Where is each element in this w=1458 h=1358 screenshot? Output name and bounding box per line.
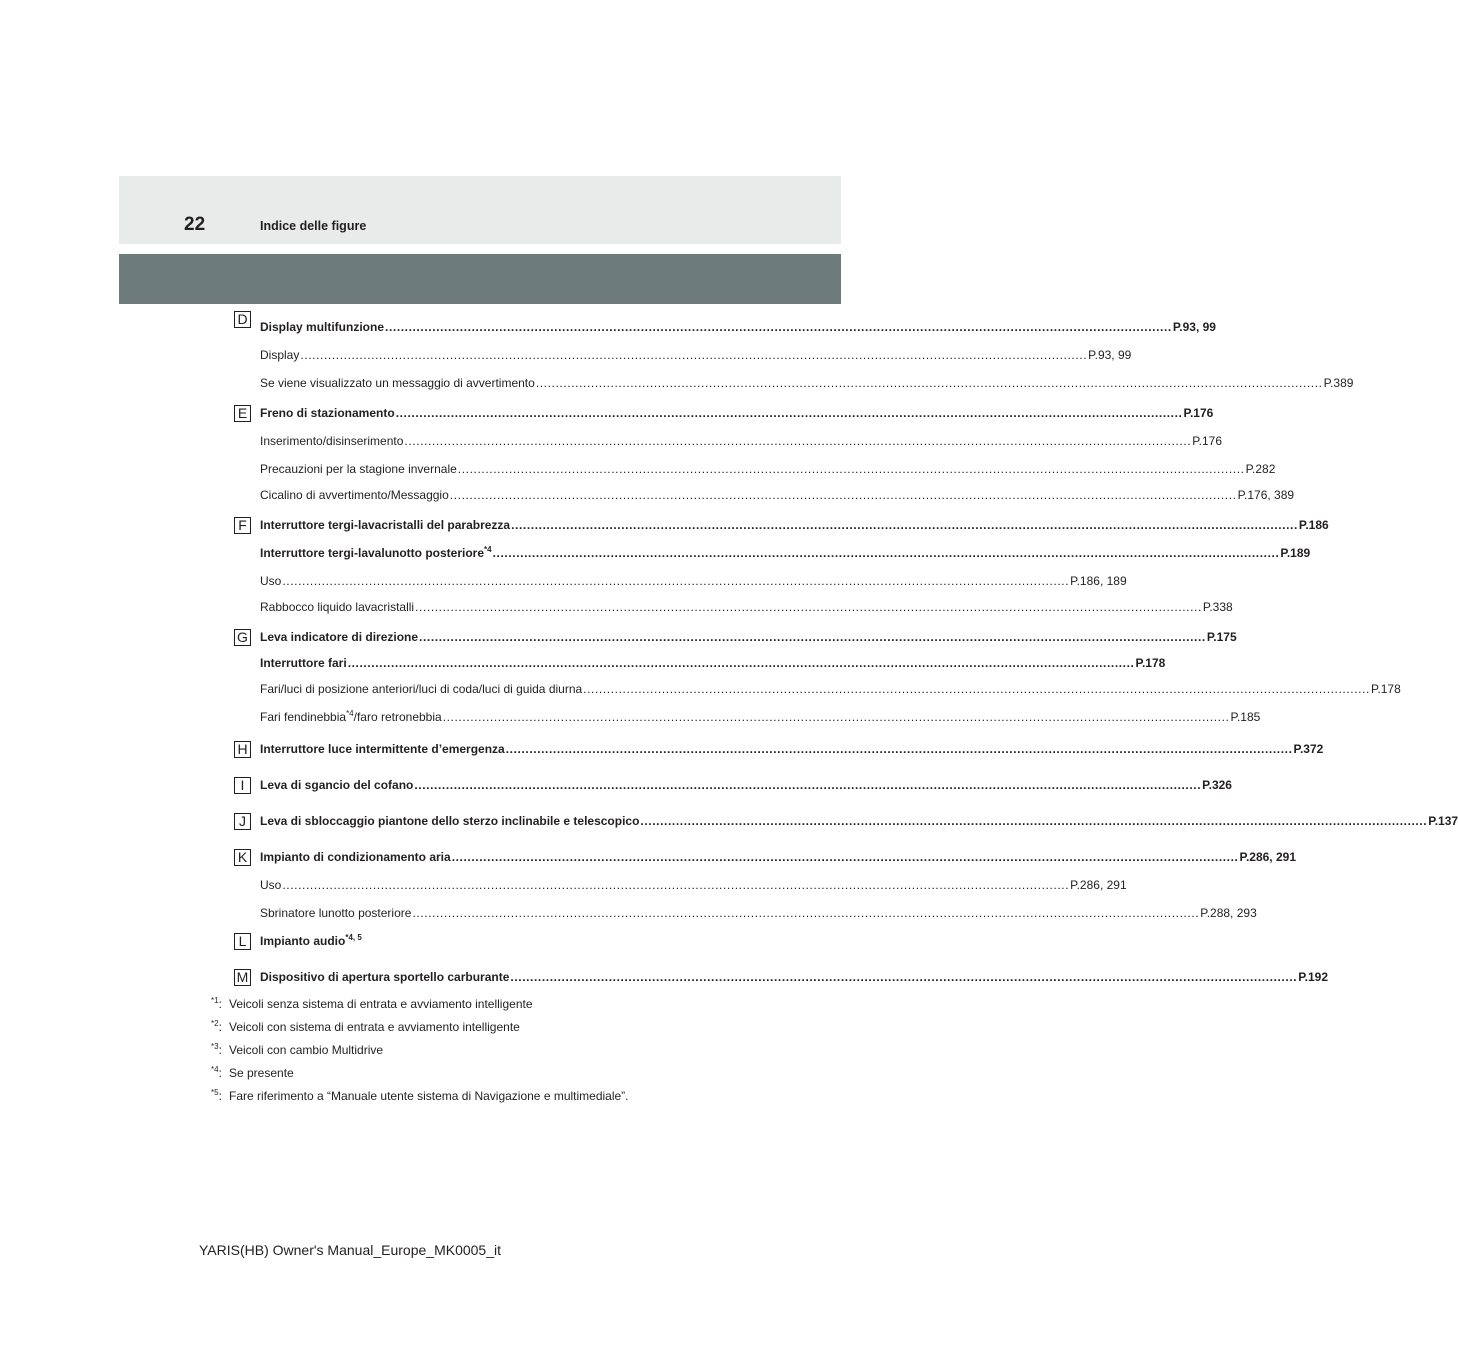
page-reference[interactable]: P.286, 291	[1070, 878, 1127, 892]
entry-label	[260, 970, 509, 984]
index-entry-interruttore-tergi-lavacristalli-del-par[interactable]	[260, 518, 1329, 532]
entry-label	[260, 546, 492, 560]
page-reference[interactable]: P.178	[1370, 682, 1401, 696]
footnote-4	[211, 1066, 294, 1080]
entry-label-text: Display	[260, 348, 300, 362]
entry-label-text: Leva di sgancio del cofano	[260, 778, 414, 792]
index-entry-display[interactable]	[260, 348, 1132, 362]
section-letter-j: J	[234, 813, 251, 830]
page-reference[interactable]: P.176	[1192, 434, 1223, 448]
index-entry-interruttore-fari[interactable]	[260, 656, 1166, 670]
footnote-mark: $^{*5}$:	[211, 1088, 222, 1103]
section-letter-h: H	[234, 741, 251, 758]
entry-label	[260, 934, 362, 948]
index-entry-interruttore-luce-intermittente-d-emerge[interactable]	[260, 742, 1324, 756]
index-entry-leva-di-sbloccaggio-piantone-dello-sterz[interactable]	[260, 814, 1458, 828]
section-letter-e: E	[234, 405, 251, 422]
entry-label	[260, 710, 442, 724]
index-entry-fari-luci-di-posizione-anteriori-luci-di[interactable]	[260, 682, 1401, 696]
entry-label	[260, 906, 411, 920]
page-reference[interactable]: P.286, 291	[1239, 850, 1296, 864]
entry-label-text: Interruttore tergi-lavalunotto posteriore	[260, 546, 485, 560]
leader-dots: ........................................................................................................................................................................................................	[510, 970, 1298, 984]
footnote-text: Fare riferimento a “Manuale utente sistema di Navigazione e multimediale”.	[229, 1089, 629, 1103]
entry-label	[260, 600, 414, 614]
section-letter-l: L	[234, 933, 251, 950]
entry-label	[260, 462, 457, 476]
footnote-text: Veicoli con cambio Multidrive	[229, 1043, 384, 1057]
entry-label-text: Inserimento/disinserimento	[260, 434, 404, 448]
index-entry-uso[interactable]	[260, 574, 1127, 588]
entry-label	[260, 320, 384, 334]
index-entry-cicalino-di-avvertimento-messaggio[interactable]	[260, 488, 1295, 502]
section-letter-g: G	[234, 629, 251, 646]
index-entry-leva-indicatore-di-direzione[interactable]	[260, 630, 1237, 644]
leader-dots: ........................................................................................................................................................................................................	[385, 320, 1172, 334]
entry-label-text: Fari fendinebbia	[260, 710, 347, 724]
entry-label-text: Interruttore fari	[260, 656, 347, 670]
entry-label	[260, 630, 418, 644]
footnote-mark-text: *3	[211, 1042, 219, 1051]
page-reference[interactable]: P.338	[1202, 600, 1233, 614]
leader-dots: ........................................................................................................................................................................................................	[640, 814, 1428, 828]
leader-dots: ........................................................................................................................................................................................................	[415, 600, 1202, 614]
page-reference[interactable]: P.176, 389	[1237, 488, 1295, 502]
index-entry-uso[interactable]	[260, 878, 1127, 892]
entry-label	[260, 434, 403, 448]
section-letter-d: D	[234, 311, 251, 328]
entry-label-suffix: /faro retronebbia	[353, 710, 442, 724]
page-reference[interactable]: P.176	[1183, 406, 1214, 420]
leader-dots: ........................................................................................................................................................................................................	[535, 376, 1323, 390]
entry-label	[260, 682, 582, 696]
footer: YARIS(HB) Owner's Manual_Europe_MK0005_it	[199, 1242, 501, 1258]
entry-label-text: Rabbocco liquido lavacristalli	[260, 600, 415, 614]
index-entry-impianto-di-condizionamento-aria[interactable]	[260, 850, 1296, 864]
index-entry-dispositivo-di-apertura-sportello-carbur[interactable]	[260, 970, 1328, 984]
leader-dots: ........................................................................................................................................................................................................	[492, 546, 1280, 560]
page-reference[interactable]: P.186, 189	[1070, 574, 1127, 588]
footnote-mark-text: *4	[211, 1065, 219, 1074]
footnote-ref: *4, 5	[345, 933, 362, 942]
entry-label	[260, 376, 535, 390]
section-letter-k: K	[234, 849, 251, 866]
index-entry-fari-fendinebbia[interactable]	[260, 709, 1261, 724]
leader-dots: ........................................................................................................................................................................................................	[451, 850, 1239, 864]
entry-label	[260, 656, 347, 670]
leader-dots: ........................................................................................................................................................................................................	[442, 710, 1230, 724]
entry-label	[260, 518, 510, 532]
leader-dots: ........................................................................................................................................................................................................	[282, 878, 1070, 892]
page-number: 22	[184, 214, 206, 235]
entry-label-text: Impianto di condizionamento aria	[260, 850, 451, 864]
page-reference[interactable]: P.186	[1298, 518, 1329, 532]
page-reference[interactable]: P.288, 293	[1200, 906, 1257, 920]
leader-dots: ........................................................................................................................................................................................................	[404, 434, 1192, 448]
entry-label	[260, 406, 395, 420]
footnote-5	[211, 1089, 629, 1103]
entry-label	[260, 488, 449, 502]
entry-label-text: Interruttore luce intermittente d’emergenza	[260, 742, 505, 756]
footnote-ref: *4	[346, 709, 354, 718]
entry-label	[260, 814, 639, 828]
leader-dots: ........................................................................................................................................................................................................	[300, 348, 1088, 362]
page-reference[interactable]: P.389	[1323, 376, 1354, 390]
entry-label	[260, 850, 451, 864]
entry-label-text: Impianto audio	[260, 934, 346, 948]
page-reference[interactable]: P.178	[1135, 656, 1166, 670]
leader-dots: ........................................................................................................................................................................................................	[511, 518, 1298, 532]
entry-label-text: Cicalino di avvertimento/Messaggio	[260, 488, 449, 502]
leader-dots: ........................................................................................................................................................................................................	[449, 488, 1237, 502]
entry-label	[260, 574, 281, 588]
entry-label-text: Leva di sbloccaggio piantone dello sterzo inclinabile e telescopico	[260, 814, 640, 828]
footnote-mark-text: *5	[211, 1088, 219, 1097]
footnote-mark-text: *1	[211, 996, 219, 1005]
index-entry-impianto-audio[interactable]	[260, 934, 723, 948]
footnote-text: Se presente	[229, 1066, 294, 1080]
footnote-text: Veicoli con sistema di entrata e avviamento intelligente	[229, 1020, 520, 1034]
footnote-mark-text: *2	[211, 1019, 219, 1028]
entry-label	[260, 778, 413, 792]
footnote-mark: $^{*4}$:	[211, 1065, 222, 1080]
leader-dots: ........................................................................................................................................................................................................	[457, 462, 1245, 476]
entry-label-text: Se viene visualizzato un messaggio di avvertimento	[260, 376, 535, 390]
entry-label-text: Precauzioni per la stagione invernale	[260, 462, 457, 476]
page-reference[interactable]: P.93, 99	[1088, 348, 1132, 362]
page-reference[interactable]: P.189	[1280, 546, 1311, 560]
entry-label	[260, 742, 505, 756]
section-letter-i: I	[234, 777, 251, 794]
entry-label	[260, 878, 281, 892]
footnote-mark: $^{*2}$:	[211, 1019, 222, 1034]
page-reference[interactable]: P.192	[1298, 970, 1328, 984]
footnote-1	[211, 997, 533, 1011]
leader-dots: ........................................................................................................................................................................................................	[419, 630, 1206, 644]
page-reference[interactable]: P.282	[1245, 462, 1276, 476]
entry-label-text: Interruttore tergi-lavacristalli del parabrezza	[260, 518, 511, 532]
index-entry-leva-di-sgancio-del-cofano[interactable]	[260, 778, 1232, 792]
entry-label	[260, 348, 299, 362]
footnote-text: Veicoli senza sistema di entrata e avviamento intelligente	[229, 997, 533, 1011]
leader-dots: ........................................................................................................................................................................................................	[395, 406, 1183, 420]
page-reference[interactable]: P.326	[1202, 778, 1232, 792]
page-reference[interactable]: P.185	[1230, 710, 1261, 724]
entry-label-text: Display multifunzione	[260, 320, 385, 334]
section-letter-m: M	[234, 969, 251, 986]
leader-dots: ........................................................................................................................................................................................................	[583, 682, 1370, 696]
leader-dots: ........................................................................................................................................................................................................	[347, 656, 1135, 670]
leader-dots: ........................................................................................................................................................................................................	[282, 574, 1070, 588]
index-entry-inserimento-disinserimento[interactable]	[260, 434, 1223, 448]
entry-label-text: Sbrinatore lunotto posteriore	[260, 906, 412, 920]
index-entry-sbrinatore-lunotto-posteriore[interactable]	[260, 906, 1257, 920]
section-title: Indice delle figure	[260, 219, 367, 233]
leader-dots: ........................................................................................................................................................................................................	[505, 742, 1293, 756]
index-entry-freno-di-stazionamento[interactable]	[260, 406, 1214, 420]
index-entry-se-viene-visualizzato-un-messaggio-di-av[interactable]	[260, 376, 1354, 390]
entry-label-text: Fari/luci di posizione anteriori/luci di coda/luci di guida diurna	[260, 682, 583, 696]
entry-label-text: Freno di stazionamento	[260, 406, 395, 420]
entry-label-text: Dispositivo di apertura sportello carburante	[260, 970, 510, 984]
leader-dots: ........................................................................................................................................................................................................	[412, 906, 1200, 920]
leader-dots: ........................................................................................................................................................................................................	[414, 778, 1202, 792]
index-entry-display-multifunzione[interactable]	[260, 320, 1216, 334]
entry-label-text: Uso	[260, 878, 282, 892]
page-reference[interactable]: P.93, 99	[1172, 320, 1216, 334]
index-entry-interruttore-tergi-lavalunotto-posterior[interactable]	[260, 545, 1311, 560]
footnote-2	[211, 1020, 520, 1034]
footnote-mark: $^{*3}$:	[211, 1042, 222, 1057]
page-reference[interactable]: P.175	[1206, 630, 1237, 644]
entry-label-text: Uso	[260, 574, 282, 588]
page-reference[interactable]: P.372	[1293, 742, 1324, 756]
page-reference[interactable]: P.137	[1428, 814, 1458, 828]
index-entry-rabbocco-liquido-lavacristalli[interactable]	[260, 600, 1233, 614]
footnote-mark: $^{*1}$:	[211, 996, 222, 1011]
footnote-3	[211, 1043, 383, 1057]
footnote-ref: *4	[484, 545, 492, 554]
entry-label-text: Leva indicatore di direzione	[260, 630, 419, 644]
index-entry-precauzioni-per-la-stagione-invernale[interactable]	[260, 462, 1276, 476]
section-letter-f: F	[234, 517, 251, 534]
